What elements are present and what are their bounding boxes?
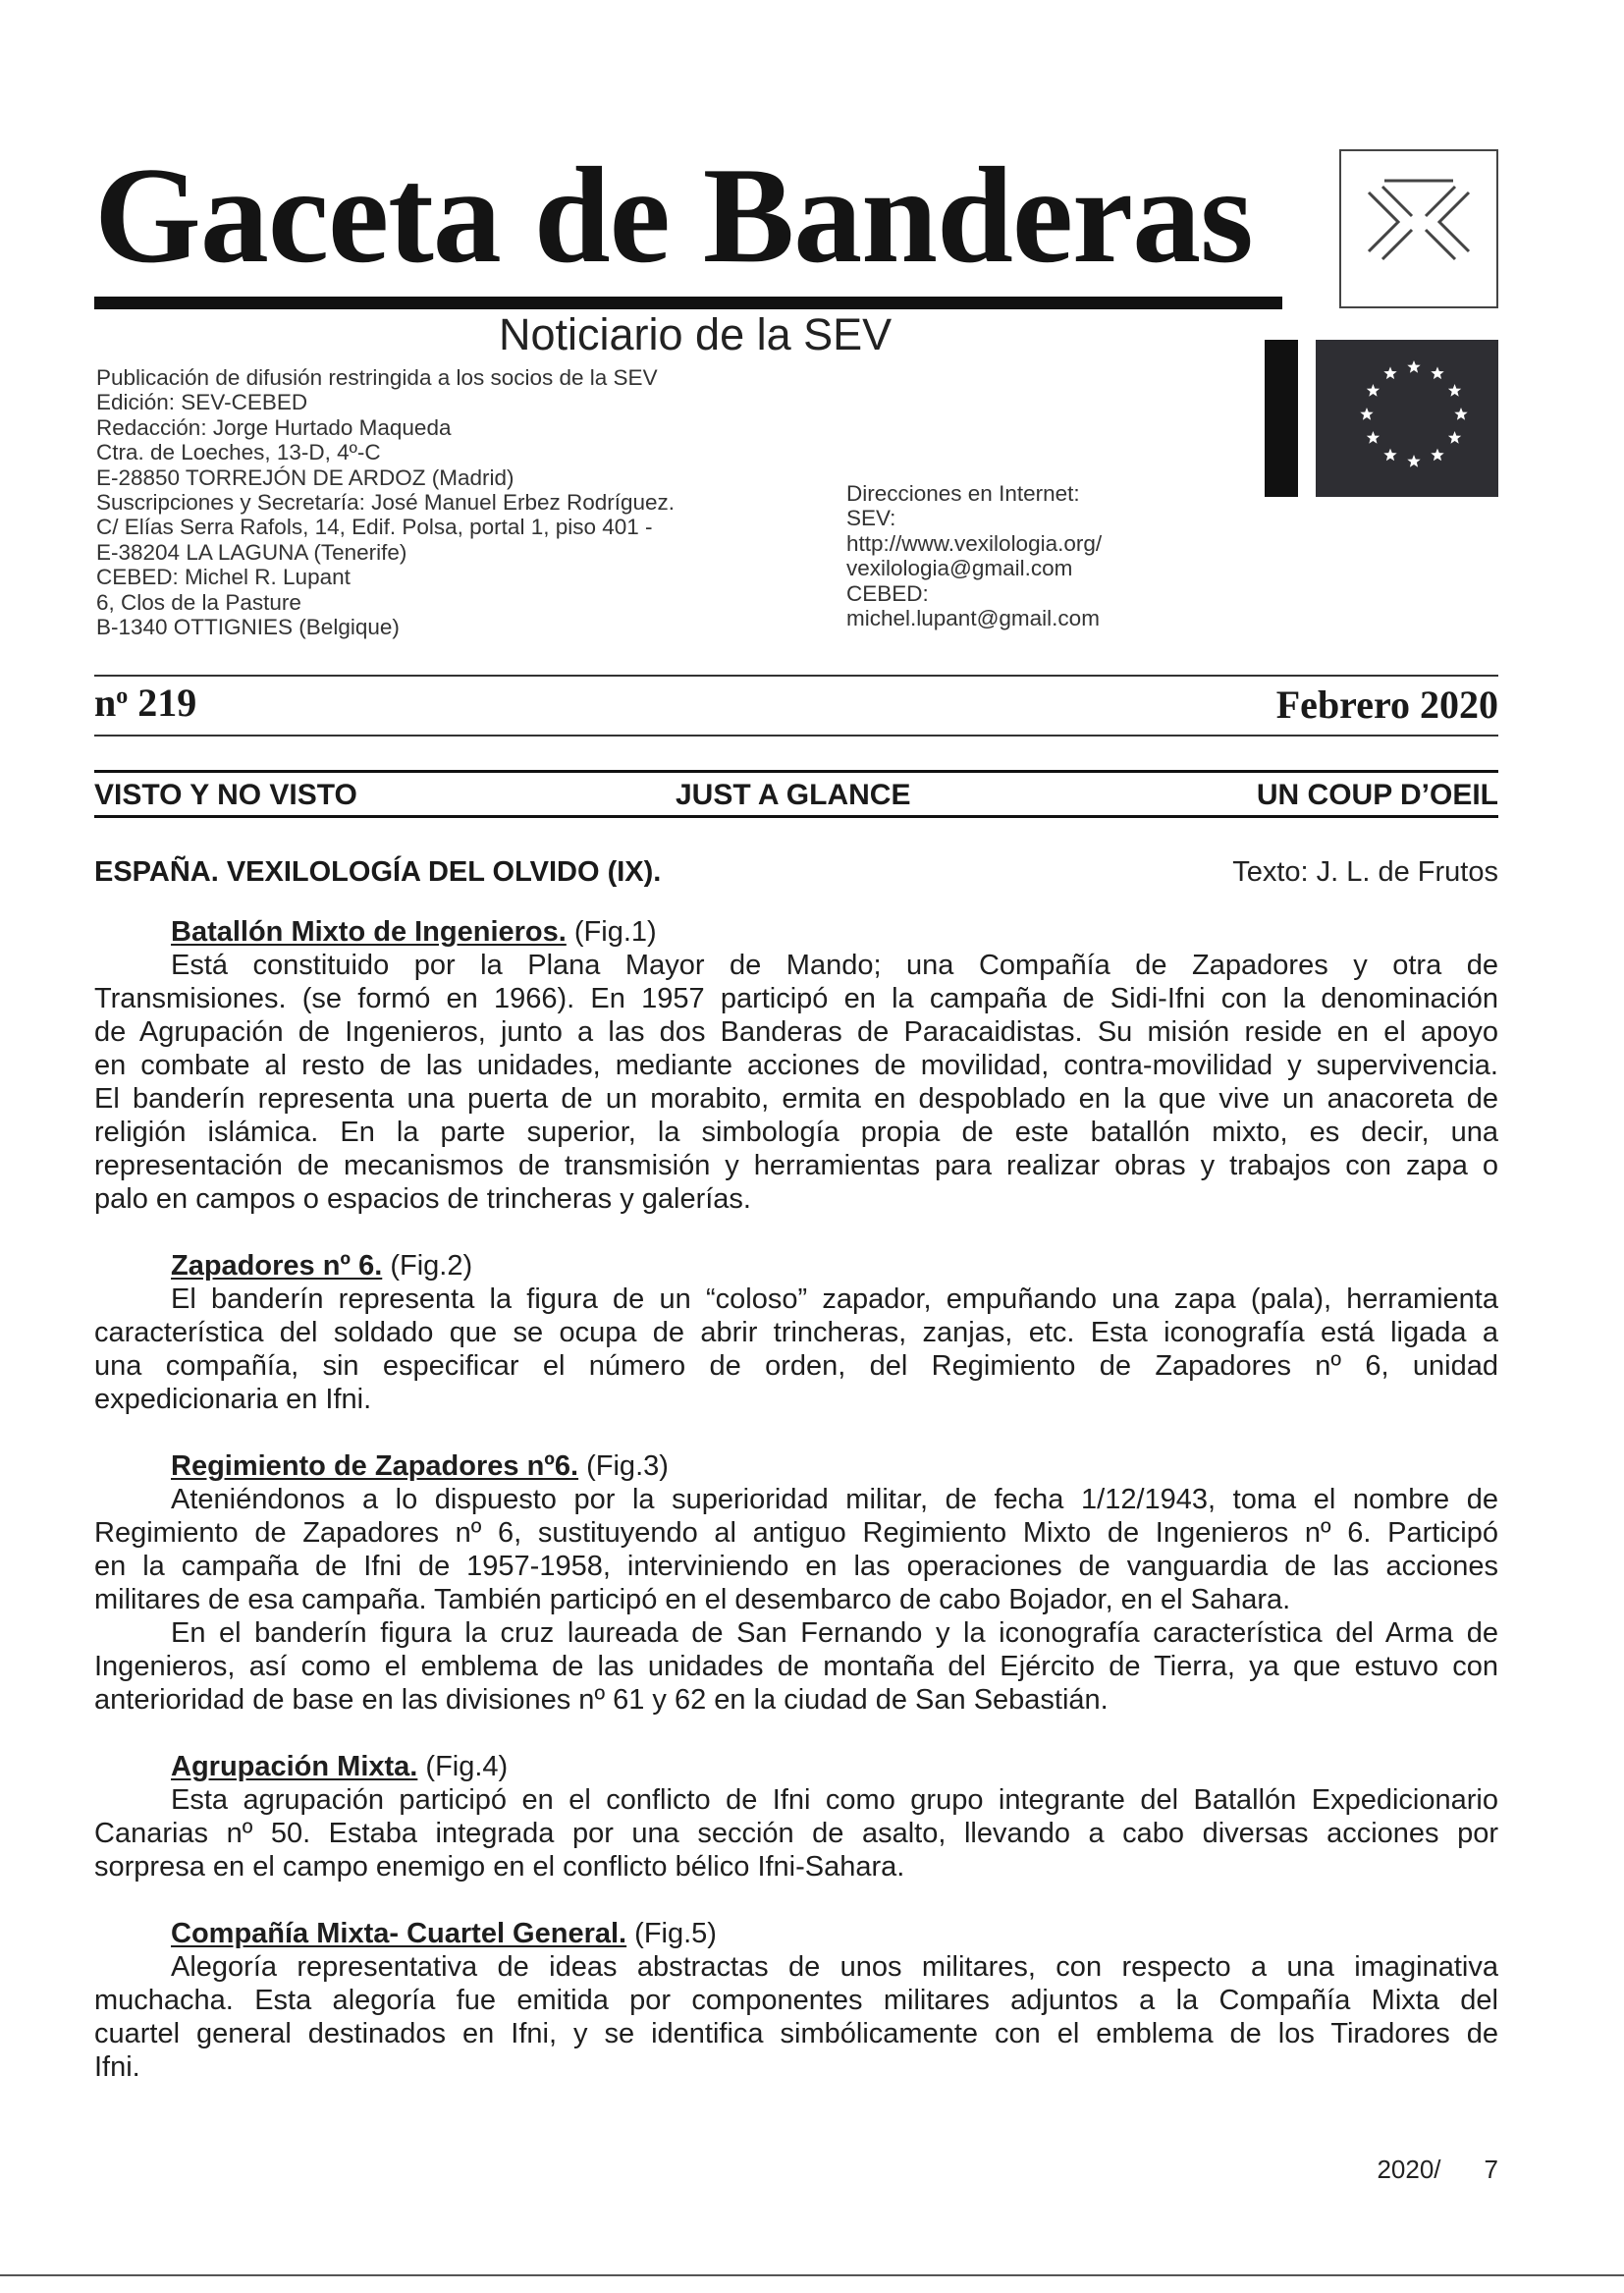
paragraph-line: Ateniéndonos a lo dispuesto por la superioridad militar, de fecha 1/12/1943, toma el nombre de — [171, 1484, 1498, 1515]
masthead-subtitle: Noticiario de la SEV — [499, 309, 893, 359]
publisher-line: E-28850 TORREJÓN DE ARDOZ (Madrid) — [96, 464, 514, 490]
flag-star-icon — [1448, 384, 1461, 397]
flag-star-icon — [1407, 360, 1420, 373]
flag-star-icon — [1431, 449, 1443, 462]
section-heading-title: Batallón Mixto de Ingenieros. — [171, 916, 567, 948]
paragraph-line: En el banderín figura la cruz laureada de San Fernando y la iconografía característica del Arma de — [171, 1617, 1498, 1649]
publisher-info — [96, 365, 675, 639]
issue-number — [94, 682, 196, 725]
paragraph-line: muchacha. Esta alegoría fue emitida por componentes militares adjuntos a la Compañía Mixta del — [94, 1985, 1498, 2016]
paragraph-line: palo en campos o espacios de trincheras y galerías. — [94, 1183, 751, 1215]
issue-number-value: 219 — [128, 681, 197, 725]
publisher-line: Redacción: Jorge Hurtado Maqueda — [96, 414, 452, 440]
paragraph-line: en la campaña de Ifni de 1957-1958, interviniendo en las operaciones de vanguardia de las acciones — [94, 1551, 1498, 1582]
article-title: ESPAÑA. VEXILOLOGÍA DEL OLVIDO (IX). — [94, 856, 662, 888]
divider — [94, 735, 1498, 737]
section-heading-title: Agrupación Mixta. — [171, 1751, 418, 1782]
footer-year: 2020/ — [1377, 2155, 1441, 2184]
section-heading — [94, 1449, 1498, 1483]
figure-ref: (Fig.1) — [566, 916, 657, 948]
paragraph-line: de Agrupación de Ingenieros, junto a las dos Banderas de Paracaidistas. Su misión reside en el apoyo — [94, 1016, 1498, 1048]
paragraph-line: característica del soldado que se ocupa de abrir trincheras, zanjas, etc. Esta iconografía está ligada a — [94, 1317, 1498, 1348]
internet-addresses — [846, 481, 1102, 630]
divider — [94, 675, 1498, 677]
sev-label: SEV: — [846, 506, 896, 531]
section-heading — [94, 1917, 1498, 1950]
page-number: 7 — [1484, 2155, 1498, 2184]
paragraph-line: religión islámica. En la parte superior, la simbología propia de este batallón mixto, es decir, una — [94, 1117, 1498, 1148]
flag-star-icon — [1360, 408, 1373, 420]
flag-star-icon — [1367, 431, 1380, 444]
eu-flag-icon — [1316, 340, 1498, 497]
figure-ref: (Fig.5) — [626, 1918, 717, 1949]
publisher-line: CEBED: Michel R. Lupant — [96, 565, 351, 590]
sev-email-link[interactable]: vexilologia@gmail.com — [846, 556, 1073, 581]
flag-star-icon — [1383, 449, 1396, 462]
issue-sup: o — [116, 683, 129, 709]
paragraph-line: en combate al resto de las unidades, mediante acciones de movilidad, contra-movilidad y supervivencia. — [94, 1050, 1498, 1081]
paragraph-line: Regimiento de Zapadores nº 6, sustituyendo al antiguo Regimiento Mixto de Ingenieros nº 6. Participó — [94, 1517, 1498, 1549]
paragraph-line: sorpresa en el campo enemigo en el conflicto bélico Ifni-Sahara. — [94, 1851, 905, 1883]
section-label-fr: UN COUP D’OEIL — [1256, 779, 1498, 811]
sev-logo-icon — [1339, 149, 1498, 308]
section-label-es: VISTO Y NO VISTO — [94, 779, 357, 811]
article-section — [94, 1917, 1498, 2084]
flag-star-icon — [1448, 431, 1461, 444]
issue-date: Febrero 2020 — [1275, 682, 1498, 727]
paragraph-line: El banderín representa una puerta de un morabito, ermita en despoblado en la que vive un anacoreta de — [94, 1083, 1498, 1115]
paragraph-line: militares de esa campaña. También participó en el desembarco de cabo Bojador, en el Sahara. — [94, 1584, 1291, 1615]
paragraph-line: una compañía, sin especificar el número de orden, del Regimiento de Zapadores nº 6, unidad — [94, 1350, 1498, 1382]
paragraph-line: El banderín representa la figura de un “coloso” zapador, empuñando una zapa (pala), herramienta — [171, 1283, 1498, 1315]
figure-ref: (Fig.2) — [382, 1250, 473, 1282]
section-heading-title: Zapadores nº 6. — [171, 1250, 383, 1282]
page-footer — [1377, 2155, 1498, 2185]
divider — [94, 815, 1498, 818]
cebed-label: CEBED: — [846, 580, 929, 606]
paragraph-line: Alegoría representativa de ideas abstractas de unos militares, con respecto a una imaginativa — [171, 1951, 1498, 1983]
section-heading-title: Regimiento de Zapadores nº6. — [171, 1450, 579, 1482]
publisher-line: Publicación de difusión restringida a los socios de la SEV — [96, 365, 658, 390]
publisher-line: Suscripciones y Secretaría: José Manuel Erbez Rodríguez. — [96, 489, 676, 515]
flag-star-icon — [1431, 366, 1443, 379]
article-section — [94, 1449, 1498, 1717]
article-body — [94, 915, 1498, 2117]
internet-label: Direcciones en Internet: — [846, 481, 1080, 506]
section-heading — [94, 1750, 1498, 1783]
article-section — [94, 1750, 1498, 1884]
publisher-line: Ctra. de Loeches, 13-D, 4º-C — [96, 440, 381, 465]
publisher-line: 6, Clos de la Pasture — [96, 589, 301, 615]
publisher-line: Edición: SEV-CEBED — [96, 390, 308, 415]
cebed-email-link[interactable]: michel.lupant@gmail.com — [846, 605, 1100, 630]
flag-star-icon — [1383, 366, 1396, 379]
black-bar — [1265, 340, 1298, 497]
masthead-title: Gaceta de Banderas — [94, 139, 1253, 292]
section-label-en: JUST A GLANCE — [676, 779, 911, 811]
section-heading-title: Compañía Mixta- Cuartel General. — [171, 1918, 627, 1949]
flag-star-icon — [1454, 408, 1467, 420]
publisher-line: C/ Elías Serra Rafols, 14, Edif. Polsa, portal 1, piso 401 - — [96, 515, 653, 540]
figure-ref: (Fig.4) — [417, 1751, 509, 1782]
article-author: Texto: J. L. de Frutos — [1232, 856, 1498, 888]
paragraph-line: anterioridad de base en las divisiones nº 61 y 62 en la ciudad de San Sebastián. — [94, 1684, 1109, 1716]
paragraph-line: cuartel general destinados en Ifni, y se identifica simbólicamente con el emblema de los Tiradores de — [94, 2018, 1498, 2049]
paragraph-line: Esta agrupación participó en el conflicto de Ifni como grupo integrante del Batallón Expedicionario — [171, 1784, 1498, 1816]
paragraph-line: expedicionaria en Ifni. — [94, 1384, 372, 1415]
sev-website-link[interactable]: http://www.vexilologia.org/ — [846, 530, 1103, 556]
publisher-line: E-38204 LA LAGUNA (Tenerife) — [96, 539, 407, 565]
paragraph-line: Transmisiones. (se formó en 1966). En 1957 participó en la campaña de Sidi-Ifni con la denominación — [94, 983, 1498, 1014]
paragraph-line: Ifni. — [94, 2051, 140, 2083]
paragraph-line: representación de mecanismos de transmisión y herramientas para realizar obras y trabajos con zapa o — [94, 1150, 1498, 1181]
paragraph-line: Canarias nº 50. Estaba integrada por una sección de asalto, llevando a cabo diversas acciones por — [94, 1818, 1498, 1849]
flag-star-icon — [1367, 384, 1380, 397]
issue-prefix: n — [94, 681, 117, 725]
article-section — [94, 1249, 1498, 1416]
masthead-rule — [94, 297, 1282, 309]
publisher-line: B-1340 OTTIGNIES (Belgique) — [96, 614, 400, 639]
figure-ref: (Fig.3) — [578, 1450, 669, 1482]
section-header — [94, 776, 1498, 815]
paragraph-line: Ingenieros, así como el emblema de las unidades de montaña del Ejército de Tierra, ya que estuvo con — [94, 1651, 1498, 1682]
flag-star-icon — [1407, 455, 1420, 467]
section-heading — [94, 915, 1498, 949]
section-heading — [94, 1249, 1498, 1283]
paragraph-line: Está constituido por la Plana Mayor de Mando; una Compañía de Zapadores y otra de — [171, 950, 1498, 981]
page-edge-rule — [0, 2274, 1624, 2276]
divider — [94, 770, 1498, 773]
article-section — [94, 915, 1498, 1216]
